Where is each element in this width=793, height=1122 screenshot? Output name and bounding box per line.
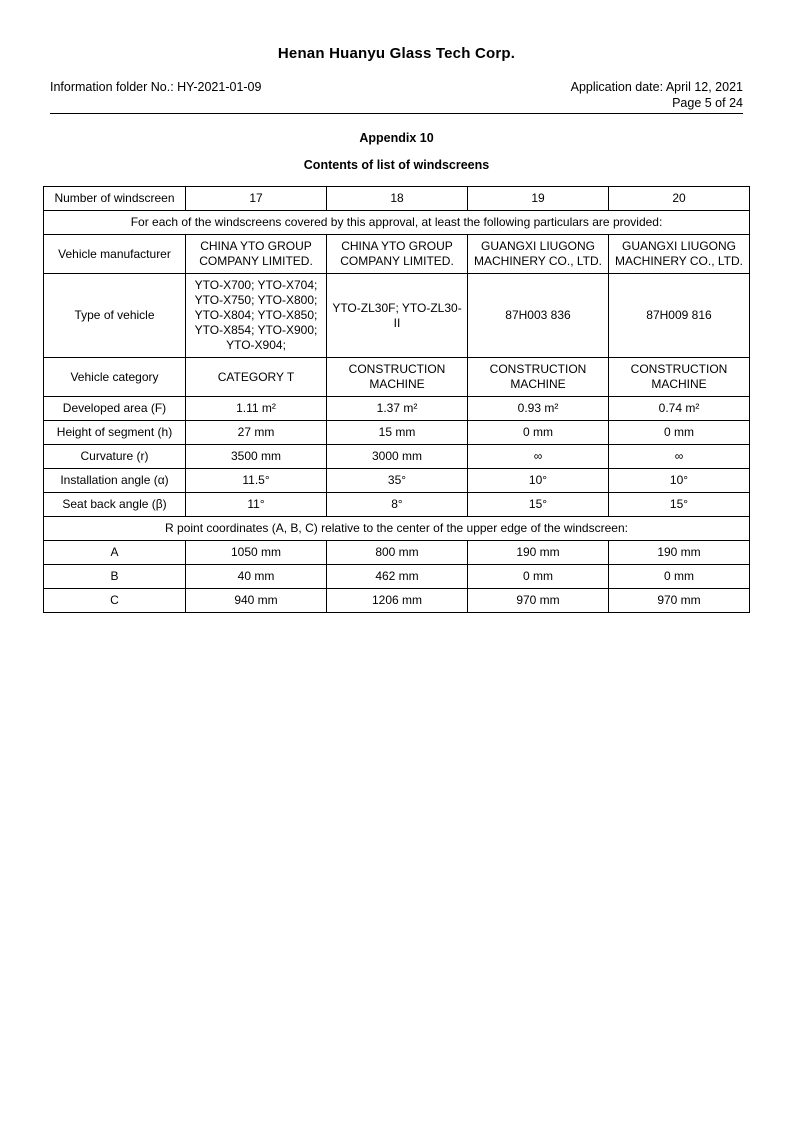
vehicle-manufacturer-4: GUANGXI LIUGONG MACHINERY CO., LTD. [609,235,750,274]
r-point-a-1: 1050 mm [186,541,327,565]
r-point-b-3: 0 mm [468,565,609,589]
table-row [44,187,750,211]
table-row [44,517,750,541]
height-of-segment-3: 0 mm [468,421,609,445]
vehicle-category-2: CONSTRUCTION MACHINE [327,358,468,397]
r-point-c-3: 970 mm [468,589,609,613]
developed-area-3: 0.93 m² [468,397,609,421]
information-folder-no: Information folder No.: HY-2021-01-09 [50,80,262,94]
vehicle-manufacturer-3: GUANGXI LIUGONG MACHINERY CO., LTD. [468,235,609,274]
table-row [44,235,750,274]
row-label-height-of-segment: Height of segment (h) [44,421,186,445]
appendix-subtitle: Contents of list of windscreens [303,158,490,173]
curvature-3: ∞ [468,445,609,469]
installation-angle-2: 35° [327,469,468,493]
row-label-vehicle-category: Vehicle category [44,358,186,397]
r-point-b-2: 462 mm [327,565,468,589]
table-row [44,469,750,493]
row-label-curvature: Curvature (r) [44,445,186,469]
table-row [44,445,750,469]
installation-angle-4: 10° [609,469,750,493]
r-point-b-4: 0 mm [609,565,750,589]
row-label-r-point-a: A [44,541,186,565]
installation-angle-1: 11.5° [186,469,327,493]
developed-area-1: 1.11 m² [186,397,327,421]
row-label-installation-angle: Installation angle (α) [44,469,186,493]
r-point-c-2: 1206 mm [327,589,468,613]
row-label-seat-back-angle: Seat back angle (β) [44,493,186,517]
type-of-vehicle-2: YTO-ZL30F; YTO-ZL30-II [327,274,468,358]
type-of-vehicle-3: 87H003 836 [468,274,609,358]
windscreen-number-3: 19 [468,187,609,211]
vehicle-category-4: CONSTRUCTION MACHINE [609,358,750,397]
row-label-type-of-vehicle: Type of vehicle [44,274,186,358]
seat-back-angle-2: 8° [327,493,468,517]
vehicle-category-3: CONSTRUCTION MACHINE [468,358,609,397]
table-row [44,493,750,517]
height-of-segment-2: 15 mm [327,421,468,445]
row-label-vehicle-manufacturer: Vehicle manufacturer [44,235,186,274]
developed-area-4: 0.74 m² [609,397,750,421]
curvature-1: 3500 mm [186,445,327,469]
particulars-note: For each of the windscreens covered by this approval, at least the following particulars are provided: [44,211,750,235]
type-of-vehicle-1: YTO-X700; YTO-X704; YTO-X750; YTO-X800; YTO-X804; YTO-X850; YTO-X854; YTO-X900; YTO-X904; [186,274,327,358]
table-row [44,565,750,589]
installation-angle-3: 10° [468,469,609,493]
table-row [44,274,750,358]
vehicle-category-1: CATEGORY T [186,358,327,397]
r-point-a-4: 190 mm [609,541,750,565]
r-point-a-2: 800 mm [327,541,468,565]
row-label-number-of-windscreen: Number of windscreen [44,187,186,211]
seat-back-angle-4: 15° [609,493,750,517]
header-divider [50,113,743,114]
windscreen-table [43,186,750,613]
height-of-segment-1: 27 mm [186,421,327,445]
appendix-title: Appendix 10 [359,131,434,146]
seat-back-angle-3: 15° [468,493,609,517]
height-of-segment-4: 0 mm [609,421,750,445]
table-row [44,421,750,445]
header-right-block [571,80,743,111]
vehicle-manufacturer-1: CHINA YTO GROUP COMPANY LIMITED. [186,235,327,274]
row-label-r-point-b: B [44,565,186,589]
table-row [44,589,750,613]
document-header [50,80,743,111]
windscreen-number-4: 20 [609,187,750,211]
developed-area-2: 1.37 m² [327,397,468,421]
table-row [44,541,750,565]
curvature-2: 3000 mm [327,445,468,469]
table-row [44,211,750,235]
company-title: Henan Huanyu Glass Tech Corp. [277,45,516,62]
r-point-b-1: 40 mm [186,565,327,589]
r-point-a-3: 190 mm [468,541,609,565]
application-date: Application date: April 12, 2021 [570,80,743,94]
windscreen-number-2: 18 [327,187,468,211]
type-of-vehicle-4: 87H009 816 [609,274,750,358]
windscreen-number-1: 17 [186,187,327,211]
row-label-developed-area: Developed area (F) [44,397,186,421]
page-info: Page 5 of 24 [672,95,743,110]
r-point-note: R point coordinates (A, B, C) relative to the center of the upper edge of the windscreen: [44,517,750,541]
curvature-4: ∞ [609,445,750,469]
table-row [44,358,750,397]
r-point-c-1: 940 mm [186,589,327,613]
r-point-c-4: 970 mm [609,589,750,613]
row-label-r-point-c: C [44,589,186,613]
vehicle-manufacturer-2: CHINA YTO GROUP COMPANY LIMITED. [327,235,468,274]
seat-back-angle-1: 11° [186,493,327,517]
table-row [44,397,750,421]
